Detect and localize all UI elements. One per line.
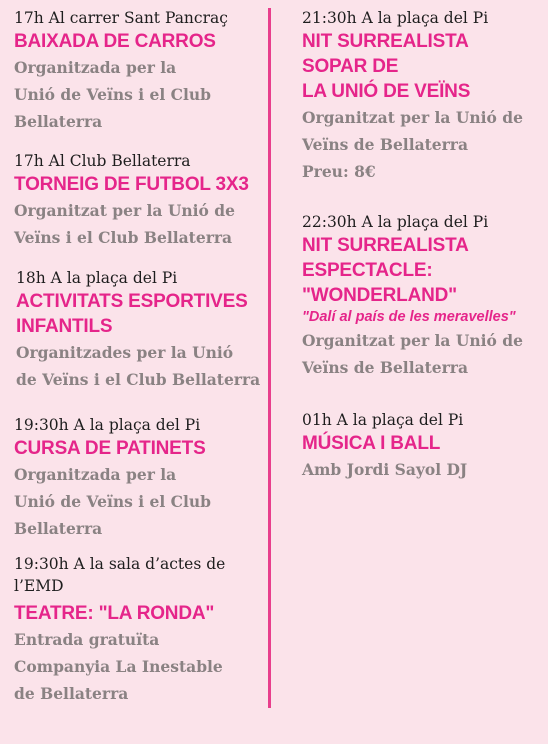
event-description-line: Organitzat per la Unió de <box>302 331 523 350</box>
event-description-line: Veïns de Bellaterra <box>302 135 469 154</box>
column-divider <box>268 8 271 708</box>
event-description-line: de Veïns i el Club Bellaterra <box>16 370 261 389</box>
event-cursa-de-patinets <box>14 414 211 542</box>
event-title-line: NIT SURREALISTA <box>302 31 469 52</box>
event-title-line: CURSA DE PATINETS <box>14 438 206 459</box>
event-description-line: Amb Jordi Sayol DJ <box>302 460 468 479</box>
event-time-line: l’EMD <box>14 577 64 595</box>
event-musica-i-ball <box>302 409 467 483</box>
event-description-line: Organitzat per la Unió de <box>302 108 523 127</box>
event-title <box>14 29 228 54</box>
event-title <box>302 233 523 308</box>
event-title <box>14 436 211 461</box>
event-time: 01h A la plaça del Pi <box>302 411 464 429</box>
event-description-line: Organitzat per la Unió de <box>14 201 235 220</box>
event-title <box>16 289 260 339</box>
event-description <box>302 104 523 185</box>
event-description-line: Unió de Veïns i el Club <box>14 492 212 511</box>
event-title-line: INFANTILS <box>16 316 113 337</box>
event-description-line: Bellaterra <box>14 519 103 538</box>
event-title <box>302 431 467 456</box>
event-baixada-de-carros <box>14 7 228 135</box>
event-description-line: Bellaterra <box>14 112 103 131</box>
event-title-line: NIT SURREALISTA <box>302 235 469 256</box>
event-description-line: Organitzada per la <box>14 465 177 484</box>
event-title-line: TEATRE: "LA RONDA" <box>14 603 215 624</box>
event-time: 19:30h A la plaça del Pi <box>14 416 201 434</box>
event-title-line: SOPAR DE <box>302 56 399 77</box>
event-title-line: TORNEIG DE FUTBOL 3X3 <box>14 174 249 195</box>
event-sopar-unio-de-veins <box>302 7 523 185</box>
event-description <box>14 197 249 251</box>
event-time: 17h Al Club Bellaterra <box>14 152 191 170</box>
event-description-line: de Bellaterra <box>14 684 129 703</box>
event-description <box>302 327 523 381</box>
event-description <box>14 54 228 135</box>
event-description-line: Organitzada per la <box>14 58 177 77</box>
event-title-line: LA UNIÓ DE VEÏNS <box>302 81 471 102</box>
event-title-line: BAIXADA DE CARROS <box>14 31 216 52</box>
event-time-line: 19:30h A la sala d’actes de <box>14 555 226 573</box>
event-espectacle-wonderland <box>302 211 523 381</box>
event-description-line: Entrada gratuïta <box>14 630 160 649</box>
event-title-line: "WONDERLAND" <box>302 285 457 306</box>
event-title-line: ESPECTACLE: <box>302 260 433 281</box>
event-description <box>302 456 467 483</box>
event-time: 18h A la plaça del Pi <box>16 269 178 287</box>
event-time: 17h Al carrer Sant Pancraç <box>14 9 228 27</box>
event-torneig-de-futbol <box>14 150 249 251</box>
event-title <box>14 601 225 626</box>
event-title <box>14 172 249 197</box>
event-description-line: Preu: 8€ <box>302 162 376 181</box>
event-description-line: Veïns de Bellaterra <box>302 358 469 377</box>
event-time: 22:30h A la plaça del Pi <box>302 213 489 231</box>
event-description-line: Unió de Veïns i el Club <box>14 85 212 104</box>
event-activitats-esportives <box>16 267 260 393</box>
event-description-line: Veïns i el Club Bellaterra <box>14 228 233 247</box>
event-subtitle: "Dalí al país de les meravelles" <box>302 309 516 325</box>
event-description <box>14 626 225 707</box>
event-teatre-la-ronda <box>14 553 225 707</box>
event-description-line: Organitzades per la Unió <box>16 343 234 362</box>
event-time <box>14 553 225 597</box>
event-title-line: ACTIVITATS ESPORTIVES <box>16 291 248 312</box>
event-description <box>14 461 211 542</box>
event-description-line: Companyia La Inestable <box>14 657 223 676</box>
event-description <box>16 339 260 393</box>
event-title-line: MÚSICA I BALL <box>302 433 441 454</box>
event-time: 21:30h A la plaça del Pi <box>302 9 489 27</box>
event-title <box>302 29 523 104</box>
